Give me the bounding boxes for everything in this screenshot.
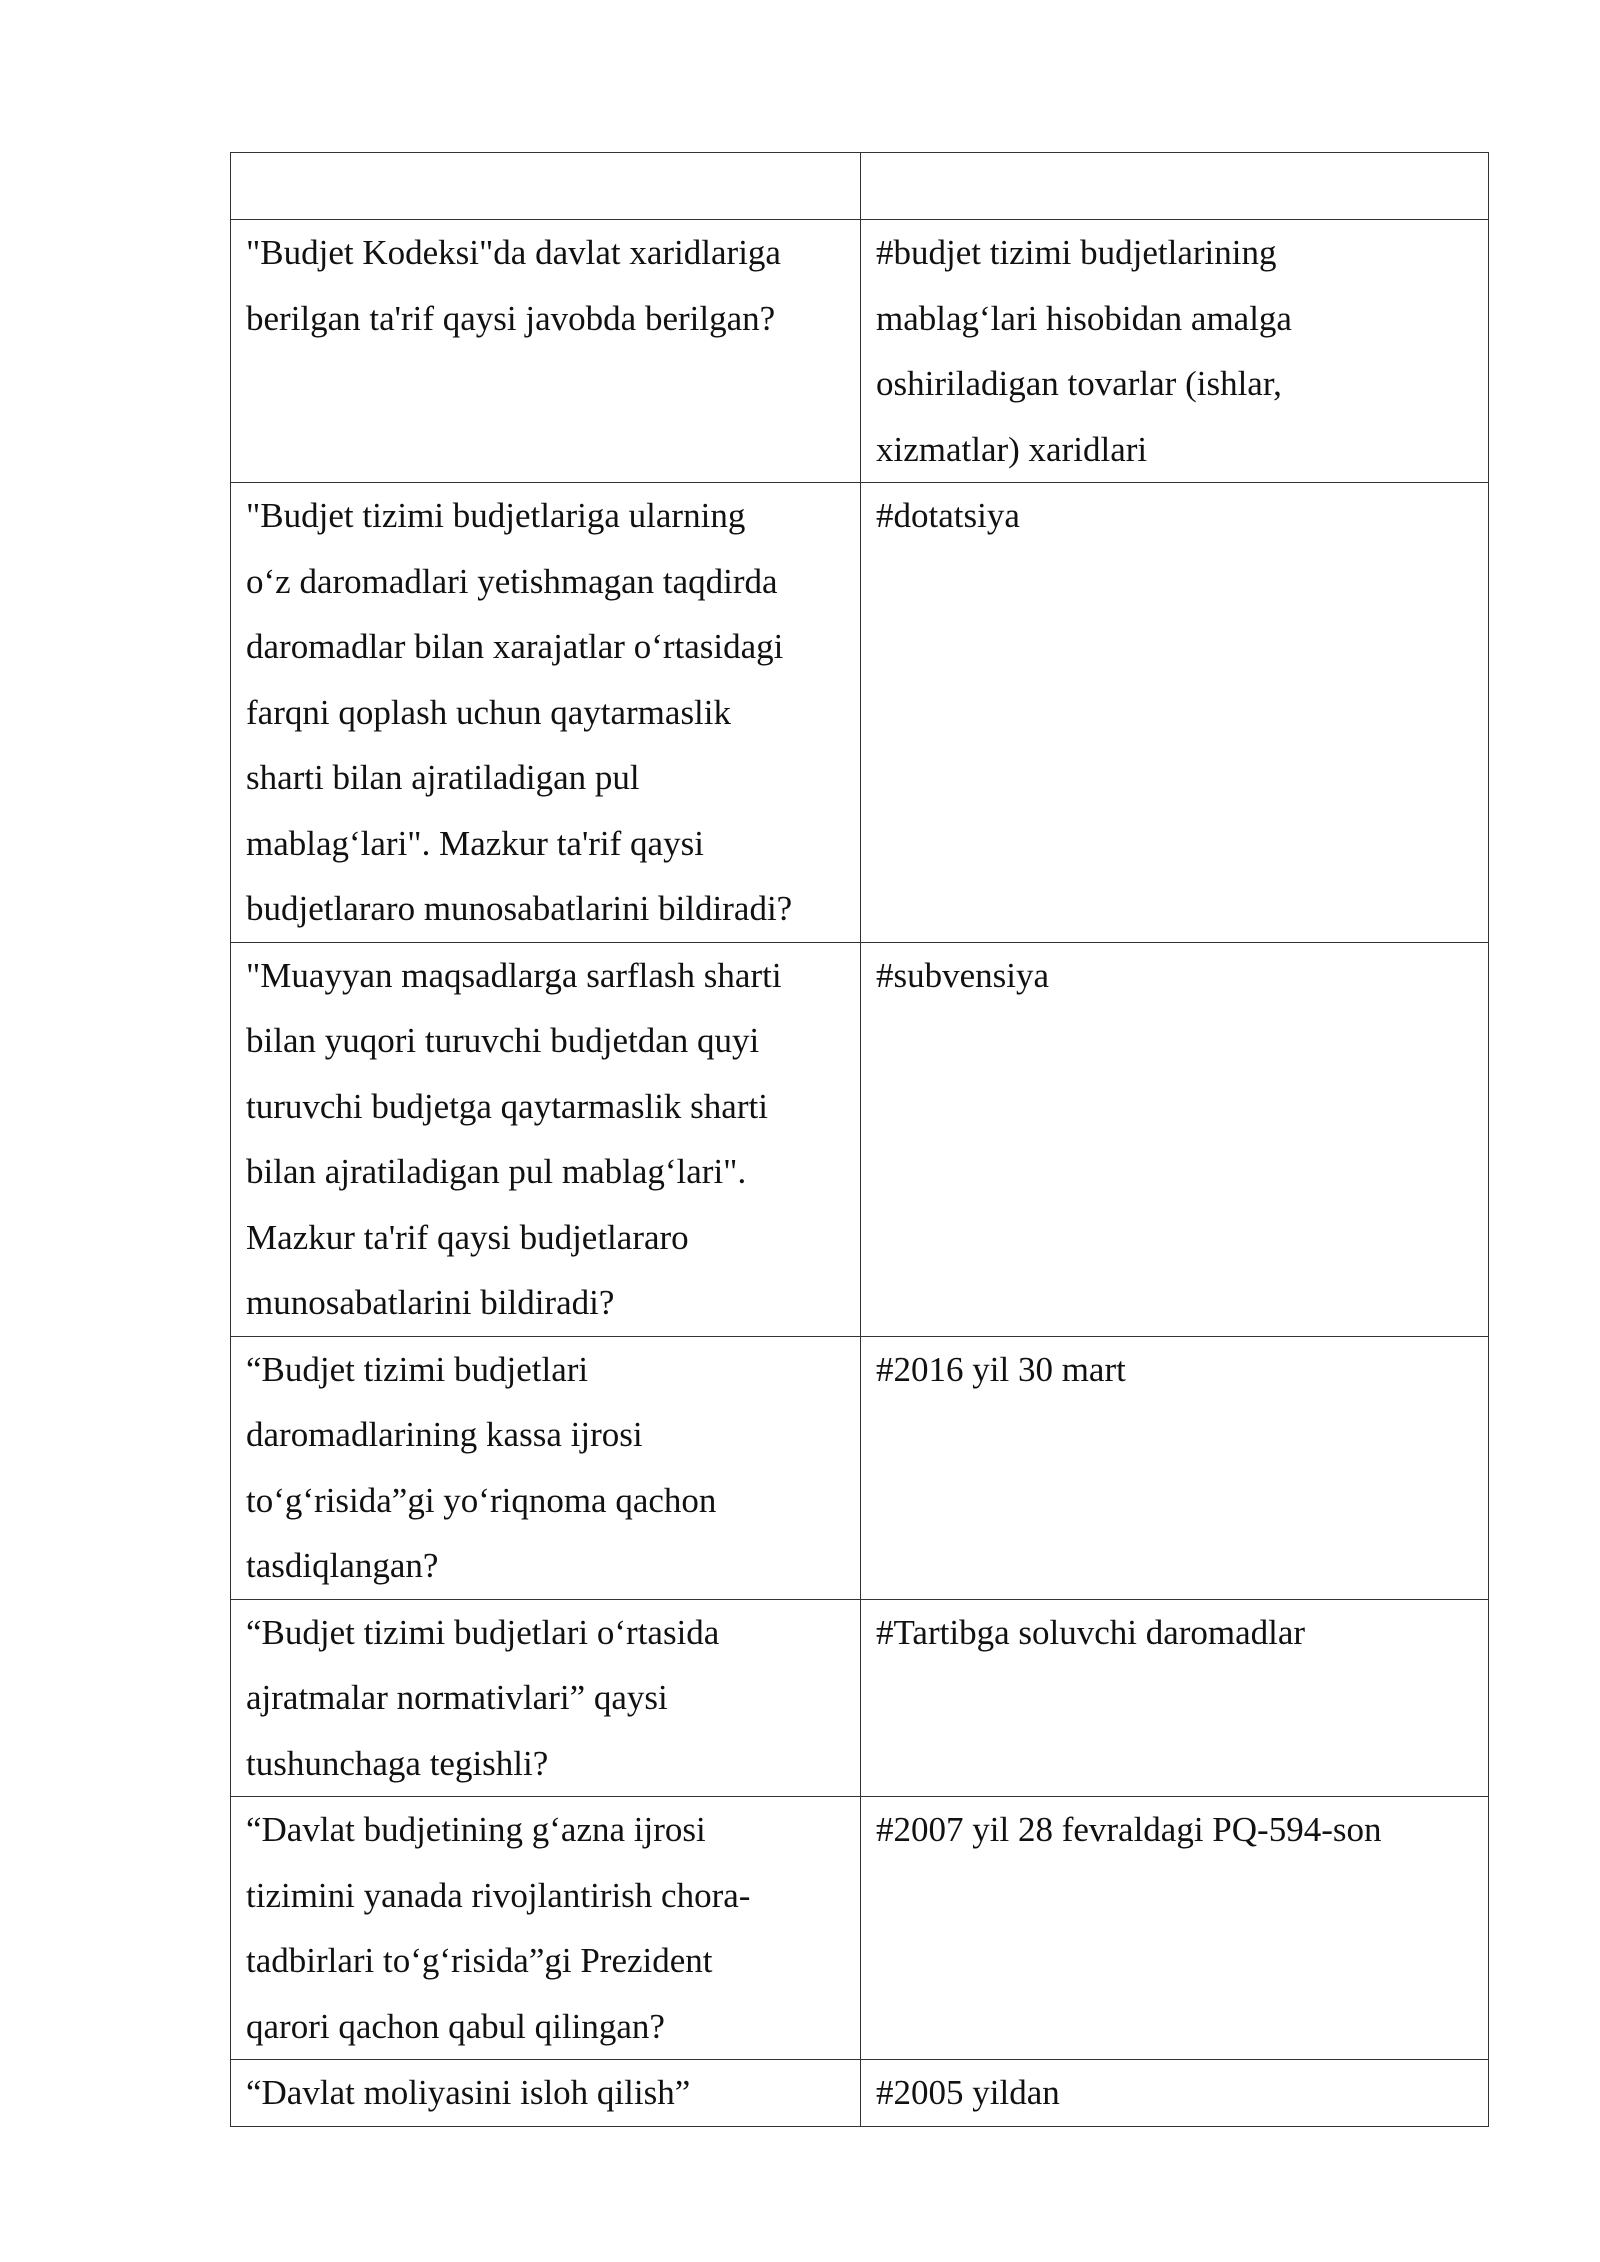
question-cell: "Budjet Kodeksi"da davlat xaridlariga berilgan ta'rif qaysi javobda berilgan? [231,220,861,483]
table-row [231,1797,1489,2060]
table-row [231,483,1489,943]
answer-cell: #dotatsiya [861,483,1489,943]
answer-cell: #2007 yil 28 fevraldagi PQ-594-son [861,1797,1489,2060]
table-row [231,2060,1489,2127]
header-cell-question [231,153,861,220]
answer-cell: #2016 yil 30 mart [861,1336,1489,1599]
header-cell-answer [861,153,1489,220]
question-cell: “Davlat budjetining g‘azna ijrosi tizimini yanada rivojlantirish chora- tadbirlari to‘g‘risida”gi Prezident qarori qachon qabul qilingan? [231,1797,861,2060]
answer-cell: #budjet tizimi budjetlarining mablag‘lari hisobidan amalga oshiriladigan tovarlar (ishlar, xizmatlar) xaridlari [861,220,1489,483]
question-cell: “Davlat moliyasini isloh qilish” [231,2060,861,2127]
table-row [231,1599,1489,1797]
table-row [231,1336,1489,1599]
table-row [231,220,1489,483]
question-cell: "Muayyan maqsadlarga sarflash sharti bilan yuqori turuvchi budjetdan quyi turuvchi budjetga qaytarmaslik sharti bilan ajratiladigan pul mablag‘lari". Mazkur ta'rif qaysi budjetlararo munosabatlarini bildiradi? [231,942,861,1336]
answer-cell: #2005 yildan [861,2060,1489,2127]
answer-cell: #subvensiya [861,942,1489,1336]
answer-cell: #Tartibga soluvchi daromadlar [861,1599,1489,1797]
table-header-row [231,153,1489,220]
question-cell: "Budjet tizimi budjetlariga ularning o‘z daromadlari yetishmagan taqdirda daromadlar bilan xarajatlar o‘rtasidagi farqni qoplash uchun qaytarmaslik sharti bilan ajratiladigan pul mablag‘lari". Mazkur ta'rif qaysi budjetlararo munosabatlarini bildiradi? [231,483,861,943]
question-cell: “Budjet tizimi budjetlari daromadlarining kassa ijrosi to‘g‘risida”gi yo‘riqnoma qachon tasdiqlangan? [231,1336,861,1599]
table-row [231,942,1489,1336]
question-answer-table [230,152,1489,2127]
question-cell: “Budjet tizimi budjetlari o‘rtasida ajratmalar normativlari” qaysi tushunchaga tegishli? [231,1599,861,1797]
